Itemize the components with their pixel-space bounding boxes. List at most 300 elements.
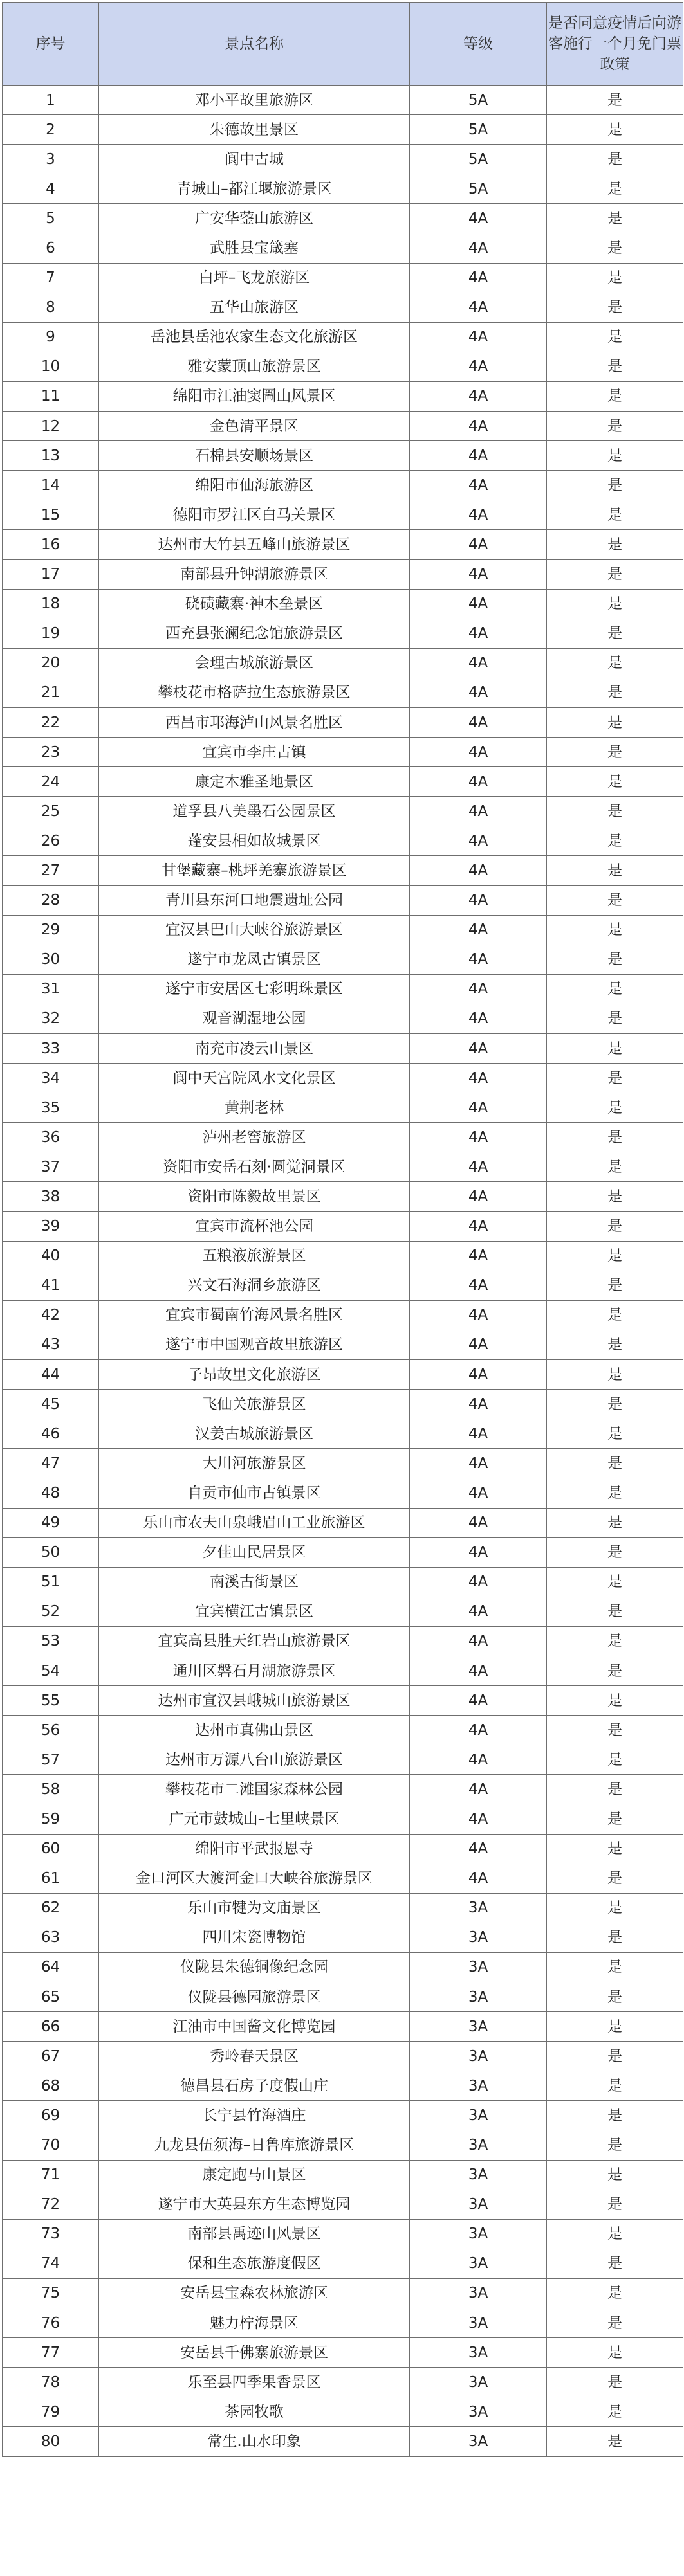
table-row xyxy=(3,2130,683,2160)
row-policy-answer: 是 xyxy=(547,1508,683,1537)
table-row xyxy=(3,1182,683,1211)
table-row xyxy=(3,885,683,915)
row-policy-answer: 是 xyxy=(547,1034,683,1064)
row-scenic-name: 德昌县石房子度假山庄 xyxy=(99,2071,410,2101)
row-scenic-name: 达州市大竹县五峰山旅游景区 xyxy=(99,530,410,559)
row-scenic-name: 遂宁市大英县东方生态博览园 xyxy=(99,2190,410,2219)
row-grade: 4A xyxy=(410,263,547,293)
row-policy-answer: 是 xyxy=(547,619,683,648)
row-serial-number: 60 xyxy=(3,1834,99,1864)
row-serial-number: 29 xyxy=(3,915,99,945)
row-grade: 4A xyxy=(410,352,547,381)
row-policy-answer: 是 xyxy=(547,915,683,945)
row-scenic-name: 通川区磐石月湖旅游景区 xyxy=(99,1656,410,1685)
row-grade: 3A xyxy=(410,2012,547,2042)
row-scenic-name: 仪陇县德园旅游景区 xyxy=(99,1982,410,2012)
row-scenic-name: 岳池县岳池农家生态文化旅游区 xyxy=(99,322,410,352)
row-serial-number: 71 xyxy=(3,2160,99,2190)
row-policy-answer: 是 xyxy=(547,707,683,737)
row-policy-answer: 是 xyxy=(547,500,683,530)
row-grade: 4A xyxy=(410,678,547,707)
row-serial-number: 73 xyxy=(3,2219,99,2249)
row-grade: 4A xyxy=(410,1508,547,1537)
row-policy-answer: 是 xyxy=(547,1804,683,1834)
row-serial-number: 8 xyxy=(3,293,99,322)
row-grade: 4A xyxy=(410,945,547,974)
row-serial-number: 38 xyxy=(3,1182,99,1211)
row-policy-answer: 是 xyxy=(547,648,683,678)
row-scenic-name: 金色清平景区 xyxy=(99,412,410,441)
row-policy-answer: 是 xyxy=(547,2160,683,2190)
row-serial-number: 43 xyxy=(3,1330,99,1359)
table-row xyxy=(3,1716,683,1745)
row-policy-answer: 是 xyxy=(547,589,683,619)
row-policy-answer: 是 xyxy=(547,1004,683,1033)
row-grade: 4A xyxy=(410,441,547,471)
row-policy-answer: 是 xyxy=(547,2278,683,2308)
row-serial-number: 79 xyxy=(3,2397,99,2427)
row-serial-number: 65 xyxy=(3,1982,99,2012)
row-serial-number: 46 xyxy=(3,1419,99,1449)
table-header-row xyxy=(3,3,683,86)
table-row xyxy=(3,1449,683,1478)
row-grade: 4A xyxy=(410,500,547,530)
row-scenic-name: 黄荆老林 xyxy=(99,1093,410,1123)
row-serial-number: 69 xyxy=(3,2101,99,2130)
row-policy-answer: 是 xyxy=(547,1952,683,1982)
row-serial-number: 17 xyxy=(3,559,99,589)
table-row xyxy=(3,2012,683,2042)
table-row xyxy=(3,1211,683,1241)
row-grade: 5A xyxy=(410,86,547,115)
header-scenic-name: 景点名称 xyxy=(99,3,410,86)
row-grade: 4A xyxy=(410,1004,547,1033)
row-serial-number: 41 xyxy=(3,1271,99,1300)
table-row xyxy=(3,2071,683,2101)
row-grade: 3A xyxy=(410,2101,547,2130)
row-serial-number: 50 xyxy=(3,1537,99,1567)
table-row xyxy=(3,1982,683,2012)
row-grade: 4A xyxy=(410,1597,547,1626)
row-scenic-name: 康定木雅圣地景区 xyxy=(99,767,410,797)
row-scenic-name: 达州市真佛山景区 xyxy=(99,1716,410,1745)
row-grade: 4A xyxy=(410,1537,547,1567)
row-serial-number: 25 xyxy=(3,797,99,826)
row-serial-number: 34 xyxy=(3,1064,99,1093)
row-serial-number: 80 xyxy=(3,2427,99,2456)
table-row xyxy=(3,1241,683,1271)
row-grade: 4A xyxy=(410,826,547,856)
row-scenic-name: 绵阳市平武报恩寺 xyxy=(99,1834,410,1864)
row-scenic-name: 遂宁市中国观音故里旅游区 xyxy=(99,1330,410,1359)
table-row xyxy=(3,441,683,471)
row-grade: 4A xyxy=(410,1152,547,1182)
row-serial-number: 75 xyxy=(3,2278,99,2308)
table-row xyxy=(3,2190,683,2219)
row-scenic-name: 汉姜古城旅游景区 xyxy=(99,1419,410,1449)
row-grade: 4A xyxy=(410,1330,547,1359)
row-scenic-name: 金口河区大渡河金口大峡谷旅游景区 xyxy=(99,1864,410,1893)
row-scenic-name: 乐山市农夫山泉峨眉山工业旅游区 xyxy=(99,1508,410,1537)
row-grade: 3A xyxy=(410,2427,547,2456)
row-scenic-name: 自贡市仙市古镇景区 xyxy=(99,1478,410,1508)
row-grade: 3A xyxy=(410,2278,547,2308)
row-serial-number: 1 xyxy=(3,86,99,115)
row-serial-number: 52 xyxy=(3,1597,99,1626)
row-scenic-name: 宜宾横江古镇景区 xyxy=(99,1597,410,1626)
table-row xyxy=(3,381,683,411)
row-scenic-name: 南溪古街景区 xyxy=(99,1567,410,1597)
table-row xyxy=(3,1567,683,1597)
table-row xyxy=(3,1864,683,1893)
table-row xyxy=(3,1893,683,1923)
row-grade: 4A xyxy=(410,767,547,797)
row-policy-answer: 是 xyxy=(547,2249,683,2278)
table-row xyxy=(3,826,683,856)
row-grade: 4A xyxy=(410,1686,547,1716)
row-scenic-name: 兴文石海洞乡旅游区 xyxy=(99,1271,410,1300)
row-grade: 4A xyxy=(410,1064,547,1093)
table-row xyxy=(3,2278,683,2308)
row-policy-answer: 是 xyxy=(547,945,683,974)
table-row xyxy=(3,678,683,707)
table-row xyxy=(3,767,683,797)
row-policy-answer: 是 xyxy=(547,233,683,263)
row-scenic-name: 长宁县竹海酒庄 xyxy=(99,2101,410,2130)
row-policy-answer: 是 xyxy=(547,1449,683,1478)
row-policy-answer: 是 xyxy=(547,322,683,352)
table-row xyxy=(3,1923,683,1952)
row-scenic-name: 广安华蓥山旅游区 xyxy=(99,204,410,233)
row-serial-number: 66 xyxy=(3,2012,99,2042)
table-row xyxy=(3,738,683,767)
table-row xyxy=(3,2368,683,2397)
row-serial-number: 45 xyxy=(3,1390,99,1419)
row-policy-answer: 是 xyxy=(547,826,683,856)
row-serial-number: 23 xyxy=(3,738,99,767)
row-grade: 3A xyxy=(410,1952,547,1982)
row-scenic-name: 西充县张澜纪念馆旅游景区 xyxy=(99,619,410,648)
row-policy-answer: 是 xyxy=(547,441,683,471)
row-scenic-name: 西昌市邛海泸山风景名胜区 xyxy=(99,707,410,737)
row-grade: 3A xyxy=(410,2397,547,2427)
row-scenic-name: 乐山市犍为文庙景区 xyxy=(99,1893,410,1923)
row-grade: 4A xyxy=(410,1093,547,1123)
row-scenic-name: 康定跑马山景区 xyxy=(99,2160,410,2190)
table-row xyxy=(3,1330,683,1359)
table-row xyxy=(3,263,683,293)
table-row xyxy=(3,1004,683,1033)
row-serial-number: 22 xyxy=(3,707,99,737)
row-serial-number: 77 xyxy=(3,2338,99,2368)
row-serial-number: 63 xyxy=(3,1923,99,1952)
row-grade: 3A xyxy=(410,2219,547,2249)
row-scenic-name: 宜宾市流杯池公园 xyxy=(99,1211,410,1241)
table-row xyxy=(3,1834,683,1864)
row-grade: 5A xyxy=(410,115,547,145)
row-grade: 4A xyxy=(410,530,547,559)
row-scenic-name: 广元市鼓城山–七里峡景区 xyxy=(99,1804,410,1834)
row-serial-number: 32 xyxy=(3,1004,99,1033)
row-policy-answer: 是 xyxy=(547,2427,683,2456)
row-grade: 4A xyxy=(410,856,547,885)
table-row xyxy=(3,2397,683,2427)
row-serial-number: 33 xyxy=(3,1034,99,1064)
row-serial-number: 4 xyxy=(3,174,99,204)
table-row xyxy=(3,1300,683,1330)
row-serial-number: 5 xyxy=(3,204,99,233)
row-scenic-name: 飞仙关旅游景区 xyxy=(99,1390,410,1419)
row-grade: 4A xyxy=(410,1300,547,1330)
row-policy-answer: 是 xyxy=(547,2130,683,2160)
row-serial-number: 14 xyxy=(3,471,99,500)
row-policy-answer: 是 xyxy=(547,381,683,411)
row-scenic-name: 秀岭春天景区 xyxy=(99,2042,410,2071)
row-serial-number: 49 xyxy=(3,1508,99,1537)
table-row xyxy=(3,530,683,559)
row-grade: 4A xyxy=(410,707,547,737)
row-policy-answer: 是 xyxy=(547,86,683,115)
row-policy-answer: 是 xyxy=(547,2219,683,2249)
row-scenic-name: 阆中天宫院风水文化景区 xyxy=(99,1064,410,1093)
row-serial-number: 44 xyxy=(3,1360,99,1390)
row-grade: 3A xyxy=(410,1893,547,1923)
row-grade: 4A xyxy=(410,1864,547,1893)
row-grade: 4A xyxy=(410,1567,547,1597)
row-serial-number: 55 xyxy=(3,1686,99,1716)
row-policy-answer: 是 xyxy=(547,2368,683,2397)
table-row xyxy=(3,797,683,826)
row-policy-answer: 是 xyxy=(547,530,683,559)
row-scenic-name: 蓬安县相如故城景区 xyxy=(99,826,410,856)
row-serial-number: 28 xyxy=(3,885,99,915)
row-scenic-name: 五华山旅游区 xyxy=(99,293,410,322)
row-grade: 4A xyxy=(410,1478,547,1508)
row-grade: 3A xyxy=(410,2130,547,2160)
row-policy-answer: 是 xyxy=(547,1656,683,1685)
row-serial-number: 57 xyxy=(3,1745,99,1775)
row-policy-answer: 是 xyxy=(547,1597,683,1626)
row-scenic-name: 茶园牧歌 xyxy=(99,2397,410,2427)
row-grade: 3A xyxy=(410,2042,547,2071)
row-serial-number: 30 xyxy=(3,945,99,974)
row-serial-number: 18 xyxy=(3,589,99,619)
row-grade: 3A xyxy=(410,2308,547,2338)
row-serial-number: 62 xyxy=(3,1893,99,1923)
row-serial-number: 12 xyxy=(3,412,99,441)
row-policy-answer: 是 xyxy=(547,767,683,797)
row-scenic-name: 安岳县千佛寨旅游景区 xyxy=(99,2338,410,2368)
row-scenic-name: 宜宾市蜀南竹海风景名胜区 xyxy=(99,1300,410,1330)
table-body xyxy=(3,86,683,2457)
table-row xyxy=(3,945,683,974)
table-row xyxy=(3,1123,683,1152)
row-grade: 3A xyxy=(410,2160,547,2190)
row-serial-number: 7 xyxy=(3,263,99,293)
row-grade: 4A xyxy=(410,322,547,352)
header-grade: 等级 xyxy=(410,3,547,86)
row-policy-answer: 是 xyxy=(547,856,683,885)
table-row xyxy=(3,2427,683,2456)
row-policy-answer: 是 xyxy=(547,1123,683,1152)
row-scenic-name: 武胜县宝箴塞 xyxy=(99,233,410,263)
row-serial-number: 31 xyxy=(3,974,99,1004)
row-policy-answer: 是 xyxy=(547,1893,683,1923)
row-grade: 4A xyxy=(410,412,547,441)
table-row xyxy=(3,2160,683,2190)
table-row xyxy=(3,1686,683,1716)
row-grade: 4A xyxy=(410,1834,547,1864)
row-policy-answer: 是 xyxy=(547,293,683,322)
row-serial-number: 74 xyxy=(3,2249,99,2278)
row-policy-answer: 是 xyxy=(547,1182,683,1211)
row-scenic-name: 南部县升钟湖旅游景区 xyxy=(99,559,410,589)
row-policy-answer: 是 xyxy=(547,1567,683,1597)
table-row xyxy=(3,559,683,589)
row-serial-number: 35 xyxy=(3,1093,99,1123)
row-policy-answer: 是 xyxy=(547,678,683,707)
row-scenic-name: 宜宾高县胜天红岩山旅游景区 xyxy=(99,1626,410,1656)
row-serial-number: 48 xyxy=(3,1478,99,1508)
row-serial-number: 13 xyxy=(3,441,99,471)
table-row xyxy=(3,86,683,115)
row-serial-number: 58 xyxy=(3,1775,99,1804)
table-row xyxy=(3,412,683,441)
row-grade: 4A xyxy=(410,1449,547,1478)
row-policy-answer: 是 xyxy=(547,1716,683,1745)
row-serial-number: 59 xyxy=(3,1804,99,1834)
row-grade: 4A xyxy=(410,1419,547,1449)
row-serial-number: 47 xyxy=(3,1449,99,1478)
table-row xyxy=(3,1034,683,1064)
row-serial-number: 39 xyxy=(3,1211,99,1241)
row-grade: 4A xyxy=(410,1211,547,1241)
row-policy-answer: 是 xyxy=(547,1864,683,1893)
row-policy-answer: 是 xyxy=(547,1419,683,1449)
row-grade: 4A xyxy=(410,1241,547,1271)
row-policy-answer: 是 xyxy=(547,1686,683,1716)
row-scenic-name: 南充市凌云山景区 xyxy=(99,1034,410,1064)
row-policy-answer: 是 xyxy=(547,2190,683,2219)
table-row xyxy=(3,1537,683,1567)
table-row xyxy=(3,1745,683,1775)
row-scenic-name: 江油市中国酱文化博览园 xyxy=(99,2012,410,2042)
row-scenic-name: 遂宁市安居区七彩明珠景区 xyxy=(99,974,410,1004)
row-scenic-name: 宜汉县巴山大峡谷旅游景区 xyxy=(99,915,410,945)
table-row xyxy=(3,1390,683,1419)
table-row xyxy=(3,1478,683,1508)
row-policy-answer: 是 xyxy=(547,1537,683,1567)
row-scenic-name: 石棉县安顺场景区 xyxy=(99,441,410,471)
row-serial-number: 67 xyxy=(3,2042,99,2071)
row-grade: 4A xyxy=(410,797,547,826)
table-row xyxy=(3,1360,683,1390)
table-row xyxy=(3,648,683,678)
row-serial-number: 6 xyxy=(3,233,99,263)
row-scenic-name: 观音湖湿地公园 xyxy=(99,1004,410,1033)
table-row xyxy=(3,707,683,737)
table-row xyxy=(3,1419,683,1449)
row-grade: 4A xyxy=(410,1775,547,1804)
table-row xyxy=(3,856,683,885)
table-row xyxy=(3,1064,683,1093)
row-policy-answer: 是 xyxy=(547,2042,683,2071)
row-serial-number: 64 xyxy=(3,1952,99,1982)
row-serial-number: 24 xyxy=(3,767,99,797)
row-serial-number: 3 xyxy=(3,145,99,174)
table-row xyxy=(3,293,683,322)
row-grade: 4A xyxy=(410,974,547,1004)
row-grade: 4A xyxy=(410,1034,547,1064)
row-scenic-name: 泸州老窖旅游区 xyxy=(99,1123,410,1152)
row-scenic-name: 四川宋瓷博物馆 xyxy=(99,1923,410,1952)
row-serial-number: 42 xyxy=(3,1300,99,1330)
row-policy-answer: 是 xyxy=(547,885,683,915)
row-scenic-name: 保和生态旅游度假区 xyxy=(99,2249,410,2278)
row-grade: 3A xyxy=(410,2190,547,2219)
row-serial-number: 72 xyxy=(3,2190,99,2219)
row-grade: 4A xyxy=(410,1626,547,1656)
row-grade: 4A xyxy=(410,1271,547,1300)
row-grade: 4A xyxy=(410,1360,547,1390)
row-grade: 3A xyxy=(410,2071,547,2101)
row-scenic-name: 青城山–都江堰旅游景区 xyxy=(99,174,410,204)
table-row xyxy=(3,1775,683,1804)
row-scenic-name: 青川县东河口地震遗址公园 xyxy=(99,885,410,915)
table-row xyxy=(3,915,683,945)
table-row xyxy=(3,2219,683,2249)
row-scenic-name: 大川河旅游景区 xyxy=(99,1449,410,1478)
row-policy-answer: 是 xyxy=(547,145,683,174)
row-scenic-name: 阆中古城 xyxy=(99,145,410,174)
row-grade: 4A xyxy=(410,1390,547,1419)
row-grade: 4A xyxy=(410,1745,547,1775)
row-policy-answer: 是 xyxy=(547,412,683,441)
table-row xyxy=(3,204,683,233)
row-policy-answer: 是 xyxy=(547,2338,683,2368)
row-grade: 4A xyxy=(410,915,547,945)
row-scenic-name: 遂宁市龙凤古镇景区 xyxy=(99,945,410,974)
row-policy-answer: 是 xyxy=(547,1390,683,1419)
row-grade: 4A xyxy=(410,1804,547,1834)
row-policy-answer: 是 xyxy=(547,1330,683,1359)
table-row xyxy=(3,1626,683,1656)
row-scenic-name: 达州市万源八台山旅游景区 xyxy=(99,1745,410,1775)
row-policy-answer: 是 xyxy=(547,1064,683,1093)
row-scenic-name: 邓小平故里旅游区 xyxy=(99,86,410,115)
row-scenic-name: 子昂故里文化旅游区 xyxy=(99,1360,410,1390)
table-row xyxy=(3,174,683,204)
row-grade: 4A xyxy=(410,619,547,648)
row-scenic-name: 资阳市安岳石刻·圆觉洞景区 xyxy=(99,1152,410,1182)
row-scenic-name: 达州市宣汉县峨城山旅游景区 xyxy=(99,1686,410,1716)
table-row xyxy=(3,2338,683,2368)
row-serial-number: 78 xyxy=(3,2368,99,2397)
row-policy-answer: 是 xyxy=(547,263,683,293)
scenic-spots-table xyxy=(2,2,683,2457)
table-row xyxy=(3,500,683,530)
row-policy-answer: 是 xyxy=(547,797,683,826)
row-scenic-name: 甘堡藏寨–桃坪羌寨旅游景区 xyxy=(99,856,410,885)
row-policy-answer: 是 xyxy=(547,738,683,767)
table-row xyxy=(3,115,683,145)
row-scenic-name: 宜宾市李庄古镇 xyxy=(99,738,410,767)
table-row xyxy=(3,1597,683,1626)
row-serial-number: 20 xyxy=(3,648,99,678)
row-serial-number: 37 xyxy=(3,1152,99,1182)
row-scenic-name: 仪陇县朱德铜像纪念园 xyxy=(99,1952,410,1982)
row-policy-answer: 是 xyxy=(547,2308,683,2338)
